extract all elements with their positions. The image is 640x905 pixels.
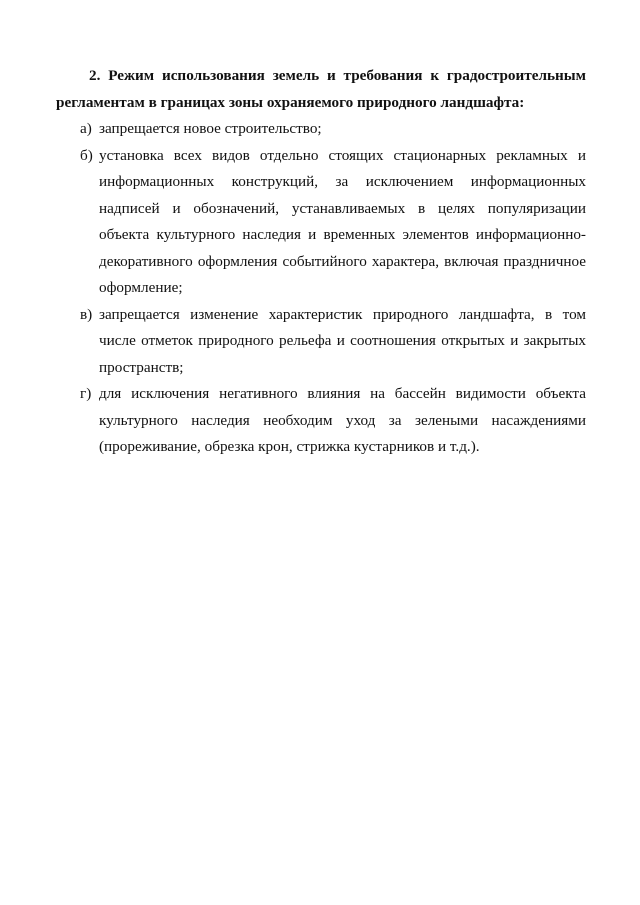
list-item-text: установка всех видов отдельно стоящих стационарных рекламных и информационных конструкций, за исключением информационных надписей и обозначений, устанавливаемых в целях популяризации объекта культурного наследия и временных элементов информационно-декоративного оформления событийного характера, включая праздничное оформление; (99, 146, 586, 296)
list-marker: г) (80, 385, 92, 402)
list-item-text: для исключения негативного влияния на бассейн видимости объекта культурного наследия необходим уход за зелеными насаждениями (прореживание, обрезка крон, стрижка кустарников и т.д.). (99, 385, 586, 455)
list-item-v (56, 302, 586, 382)
section-heading: 2. Режим использования земель и требования к градостроительным регламентам в границах зоны охраняемого природного ландшафта: (56, 67, 586, 111)
list-item-g (56, 381, 586, 461)
list-marker: б) (80, 146, 93, 164)
list-marker: а) (80, 120, 92, 137)
list-item-text: запрещается изменение характеристик природного ландшафта, в том числе отметок природного рельефа и соотношения открытых и закрытых пространств; (99, 305, 586, 376)
list-item-text: запрещается новое строительство; (99, 120, 322, 137)
list-marker: в) (80, 305, 93, 323)
requirements-list (56, 116, 586, 461)
list-item-b (56, 143, 586, 302)
list-item-a (56, 116, 586, 143)
